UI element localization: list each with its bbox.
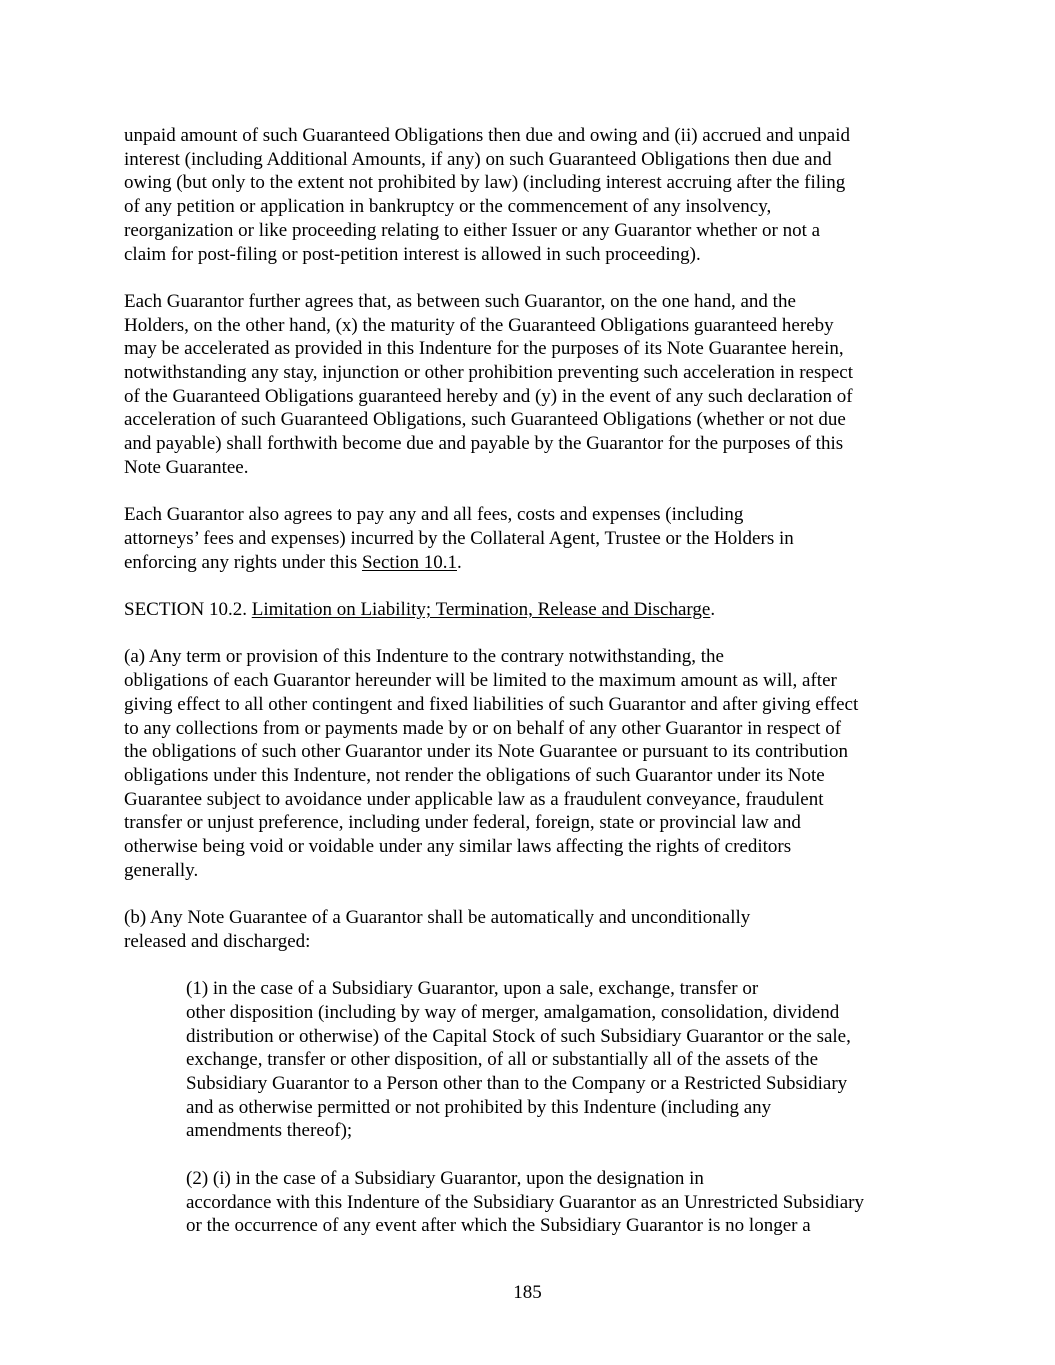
release-conditions-list <box>186 977 926 1238</box>
section-heading-end: . <box>710 599 716 621</box>
clause-1: (1) in the case of a Subsidiary Guarantor, upon a sale, exchange, transfer or other disposition (including by way of merger, amalgamation, consolidation, dividend distribution or otherwise) of the Capital Stock of such Subsidiary Guarantor or the sale, exchange, transfer or other disposition, of all or substantially all of the assets of the Subsidiary Guarantor to a Person other than to the Company or a Restricted Subsidiary and as otherwise permitted or not prohibited by this Indenture (including any amendments thereof); <box>186 978 851 1142</box>
paragraph-fees-text: Each Guarantor also agrees to pay any and all fees, costs and expenses (including attorneys’ fees and expenses) incurred by the Collateral Agent, Trustee or the Holders in enforcing any rights under this <box>124 504 794 573</box>
page-number: 185 <box>513 1282 542 1303</box>
section-heading <box>124 598 926 622</box>
paragraph-fees-end: . <box>456 551 462 573</box>
paragraph-a: (a) Any term or provision of this Indenture to the contrary notwithstanding, the obligations of each Guarantor hereunder will be limited to the maximum amount as will, after giving effect to all other contingent and fixed liabilities of such Guarantor and after giving effect to any collections from or payments made by or on behalf of any other Guarantor in respect of the obligations of such other Guarantor under its Note Guarantee or pursuant to its contribution obligations under this Indenture, not render the obligations of such Guarantor under its Note Guarantee subject to avoidance under applicable law as a fraudulent conveyance, fraudulent transfer or unjust preference, including under federal, foreign, state or provincial law and otherwise being void or voidable under any similar laws affecting the rights of creditors generally. <box>124 646 859 881</box>
paragraph-continuation: unpaid amount of such Guaranteed Obligations then due and owing and (ii) accrued and unpaid interest (including Additional Amounts, if any) on such Guaranteed Obligations then due and owing (but only to the extent not prohibited by law) (including interest accruing after the filing of any petition or application in bankruptcy or the commencement of any insolvency, reorganization or like proceeding relating to either Issuer or any Guarantor whether or not a claim for post-filing or post-petition interest is allowed in such proceeding). <box>124 125 851 265</box>
paragraph-acceleration: Each Guarantor further agrees that, as between such Guarantor, on the one hand, and the Holders, on the other hand, (x) the maturity of the Guaranteed Obligations guaranteed hereby may be accelerated as provided in this Indenture for the purposes of its Note Guarantee herein, notwithstanding any stay, injunction or other prohibition preventing such acceleration in respect of the Guaranteed Obligations guaranteed hereby and (y) in the event of any such declaration of acceleration of such Guaranteed Obligations, such Guaranteed Obligations (whether or not due and payable) shall forthwith become due and payable by the Guarantor for the purposes of this Note Guarantee. <box>124 290 854 478</box>
section-title: Limitation on Liability; Termination, Release and Discharge <box>251 599 711 621</box>
section-number: SECTION 10.2. <box>124 599 252 621</box>
paragraph-b: (b) Any Note Guarantee of a Guarantor shall be automatically and unconditionally released and discharged: <box>124 907 751 952</box>
section-10-1-reference: Section 10.1 <box>361 551 457 573</box>
clause-2: (2) (i) in the case of a Subsidiary Guarantor, upon the designation in accordance with this Indenture of the Subsidiary Guarantor as an Unrestricted Subsidiary or the occurrence of any event after which the Subsidiary Guarantor is no longer a <box>186 1167 864 1237</box>
paragraph-fees <box>124 503 926 574</box>
page-body <box>124 124 926 1262</box>
